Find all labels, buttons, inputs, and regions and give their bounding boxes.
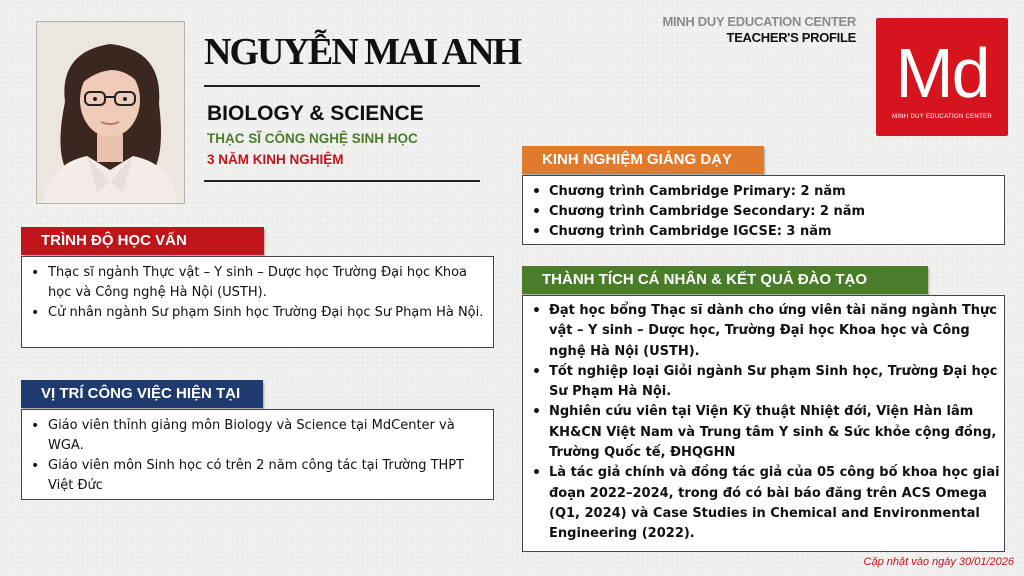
current-position-item: • Giáo viên môn Sinh học có trên 2 năm công tác tại Trường THPT Việt Đức — [22, 456, 493, 496]
logo-text: MINH DUY EDUCATION CENTER — [892, 114, 992, 120]
achievements-heading: THÀNH TÍCH CÁ NHÂN & KẾT QUẢ ĐÀO TẠO — [522, 266, 928, 294]
center-name: MINH DUY EDUCATION CENTER — [662, 14, 856, 29]
achievement-item: • Nghiên cứu viên tại Viện Kỹ thuật Nhiệt đới, Viện Hàn lâm KH&CN Việt Nam và Trung tâm Y sinh & Sức khỏe cộng đồng, Trường Quốc tế, ĐHQGHN — [523, 402, 1004, 463]
teacher-name: NGUYỄN MAI ANH — [204, 31, 521, 73]
education-box — [21, 256, 494, 348]
education-item: • Thạc sĩ ngành Thực vật – Y sinh – Dược học Trường Đại học Khoa học và Công nghệ Hà Nội (USTH). — [22, 263, 493, 303]
achievements-box — [522, 295, 1005, 552]
achievement-item: • Đạt học bổng Thạc sĩ dành cho ứng viên tài năng ngành Thực vật – Y sinh – Dược học, Trường Đại học Khoa học và Công nghệ Hà Nội (USTH). — [523, 301, 1004, 362]
divider-bottom — [204, 180, 480, 182]
current-position-item: • Giáo viên thỉnh giảng môn Biology và Science tại MdCenter và WGA. — [22, 416, 493, 456]
logo-mark: Md — [895, 34, 989, 112]
teacher-degree: THẠC SĨ CÔNG NGHỆ SINH HỌC — [207, 131, 418, 146]
center-logo — [876, 18, 1008, 136]
education-item: • Cử nhân ngành Sư phạm Sinh học Trường Đại học Sư Phạm Hà Nội. — [22, 303, 493, 323]
teaching-experience-box — [522, 175, 1005, 245]
teacher-experience-years: 3 NĂM KINH NGHIỆM — [207, 152, 344, 167]
teaching-experience-item: • Chương trình Cambridge Primary: 2 năm — [523, 182, 1004, 202]
divider-top — [204, 85, 480, 87]
teacher-subject: BIOLOGY & SCIENCE — [207, 102, 424, 125]
teacher-photo — [36, 21, 185, 204]
updated-date: Cập nhật vào ngày 30/01/2026 — [863, 556, 1014, 568]
current-position-box — [21, 409, 494, 500]
teaching-experience-heading: KINH NGHIỆM GIẢNG DẠY — [522, 146, 764, 174]
current-position-heading: VỊ TRÍ CÔNG VIỆC HIỆN TẠI — [21, 380, 263, 408]
teaching-experience-item: • Chương trình Cambridge IGCSE: 3 năm — [523, 222, 1004, 242]
teaching-experience-item: • Chương trình Cambridge Secondary: 2 năm — [523, 202, 1004, 222]
achievement-item: • Tốt nghiệp loại Giỏi ngành Sư phạm Sinh học, Trường Đại học Sư Phạm Hà Nội. — [523, 362, 1004, 403]
education-heading: TRÌNH ĐỘ HỌC VẤN — [21, 227, 264, 255]
achievement-item: • Là tác giả chính và đồng tác giả của 05 công bố khoa học giai đoạn 2022–2024, trong đó có bài báo đăng trên ACS Omega (Q1, 2024) và Case Studies in Chemical and Environmental Engineering (2022). — [523, 463, 1004, 544]
profile-label: TEACHER'S PROFILE — [726, 30, 856, 45]
